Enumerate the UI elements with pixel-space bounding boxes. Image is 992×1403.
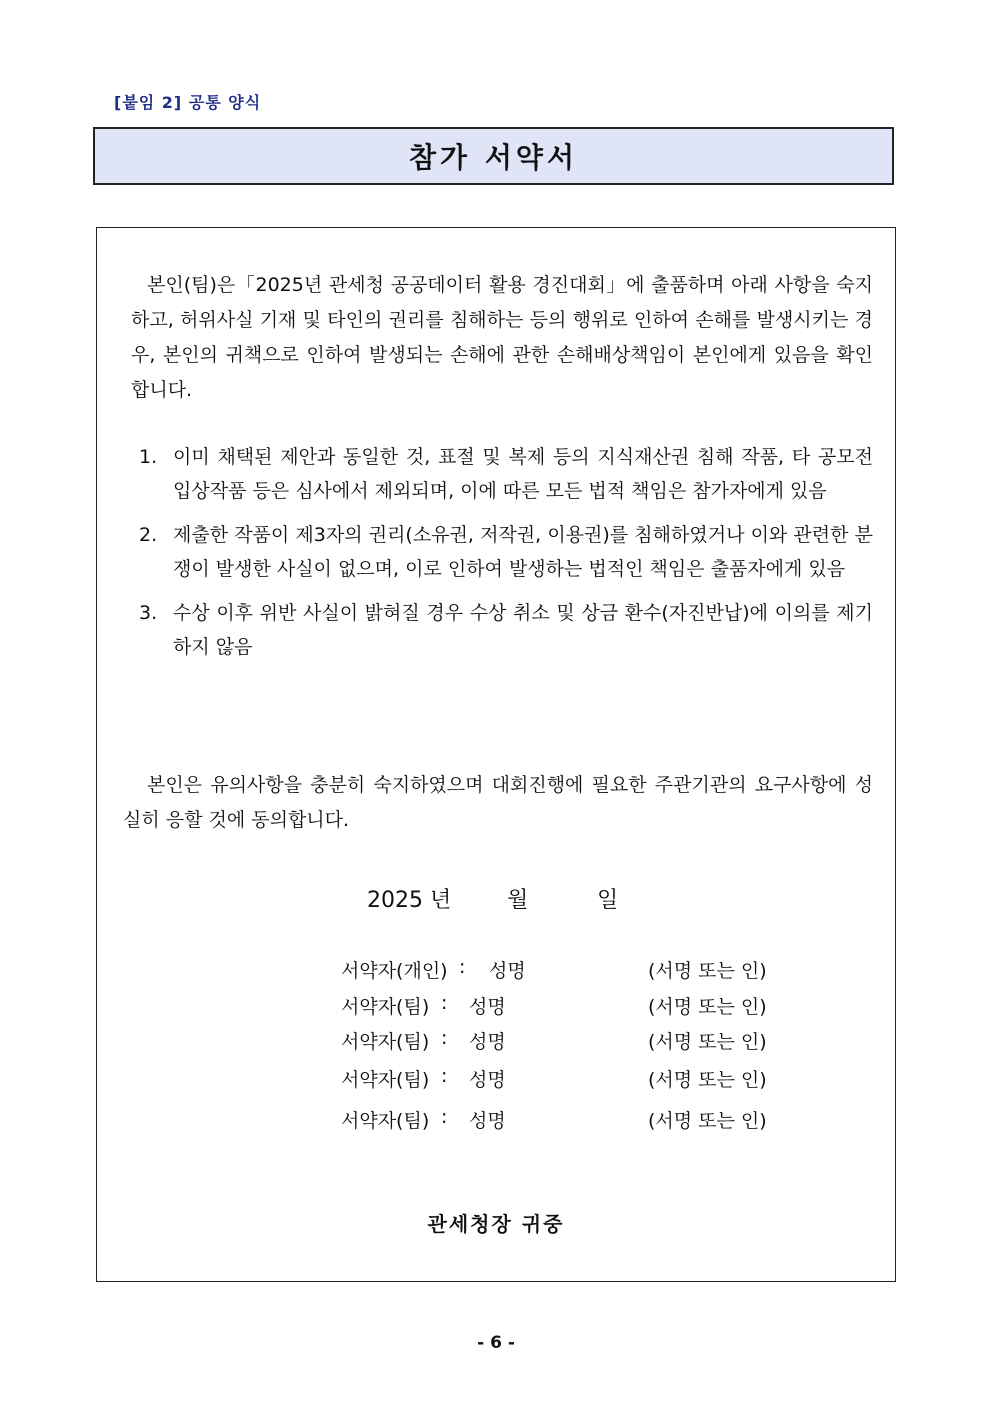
signature-row	[341, 956, 821, 986]
signer-name-label: 성명	[489, 960, 526, 982]
signer-name-label: 성명	[469, 1110, 506, 1132]
list-item-number: 3.	[139, 602, 158, 624]
pledge-content-box	[96, 227, 896, 1282]
signer-type: 서약자(팀)	[341, 1110, 430, 1132]
recipient: 관세청장 귀중	[427, 1212, 565, 1236]
intro-paragraph: 본인(팀)은「2025년 관세청 공공데이터 활용 경진대회」에 출품하며 아래 사항을 숙지하고, 허위사실 기재 및 타인의 권리를 침해하는 등의 행위로 인하여 손해를 발생시키는 경우, 본인의 귀책으로 인하여 발생되는 손해에 관한 손해배상책임이 본인에게 있음을 확인합니다.	[131, 274, 873, 401]
list-item	[139, 518, 873, 586]
signer-colon: :	[441, 1106, 448, 1128]
list-item-number: 1.	[139, 446, 158, 468]
signature-seal-label: (서명 또는 인)	[648, 1031, 767, 1053]
signer-colon: :	[441, 1027, 448, 1049]
list-item	[139, 440, 873, 508]
signer-name-label: 성명	[469, 996, 506, 1018]
date-month: 월	[507, 888, 529, 913]
conditions-list	[139, 440, 873, 674]
signature-row	[341, 1027, 821, 1057]
date-day: 일	[597, 888, 619, 913]
list-item-number: 2.	[139, 524, 158, 546]
title-box	[93, 127, 894, 185]
signer-colon: :	[441, 992, 448, 1014]
list-item-text: 수상 이후 위반 사실이 밝혀질 경우 수상 취소 및 상금 환수(자진반납)에 이의를 제기하지 않음	[173, 602, 873, 658]
signature-row	[341, 1106, 821, 1136]
signer-type: 서약자(개인)	[341, 960, 448, 982]
signer-name-label: 성명	[469, 1031, 506, 1053]
signature-seal-label: (서명 또는 인)	[648, 1110, 767, 1132]
attachment-label: [붙임 2] 공통 양식	[114, 93, 262, 112]
date-line	[367, 883, 618, 914]
signer-type: 서약자(팀)	[341, 996, 430, 1018]
signature-seal-label: (서명 또는 인)	[648, 1069, 767, 1091]
signer-name-label: 성명	[469, 1069, 506, 1091]
signature-row	[341, 1065, 821, 1095]
agreement-paragraph: 본인은 유의사항을 충분히 숙지하였으며 대회진행에 필요한 주관기관의 요구사항에 성실히 응할 것에 동의합니다.	[123, 774, 873, 831]
signature-seal-label: (서명 또는 인)	[648, 960, 767, 982]
page-number: - 6 -	[477, 1333, 515, 1353]
signer-type: 서약자(팀)	[341, 1031, 430, 1053]
date-year: 2025 년	[367, 888, 452, 913]
list-item-text: 제출한 작품이 제3자의 권리(소유권, 저작권, 이용권)를 침해하였거나 이와 관련한 분쟁이 발생한 사실이 없으며, 이로 인하여 발생하는 법적인 책임은 출품자에게 있음	[173, 524, 873, 580]
signature-seal-label: (서명 또는 인)	[648, 996, 767, 1018]
signer-type: 서약자(팀)	[341, 1069, 430, 1091]
signer-colon: :	[441, 1065, 448, 1087]
signature-row	[341, 992, 821, 1022]
list-item-text: 이미 채택된 제안과 동일한 것, 표절 및 복제 등의 지식재산권 침해 작품, 타 공모전 입상작품 등은 심사에서 제외되며, 이에 따른 모든 법적 책임은 참가자에게 있음	[173, 446, 873, 502]
document-title: 참가 서약서	[409, 141, 578, 174]
signer-colon: :	[459, 956, 466, 978]
list-item	[139, 596, 873, 664]
